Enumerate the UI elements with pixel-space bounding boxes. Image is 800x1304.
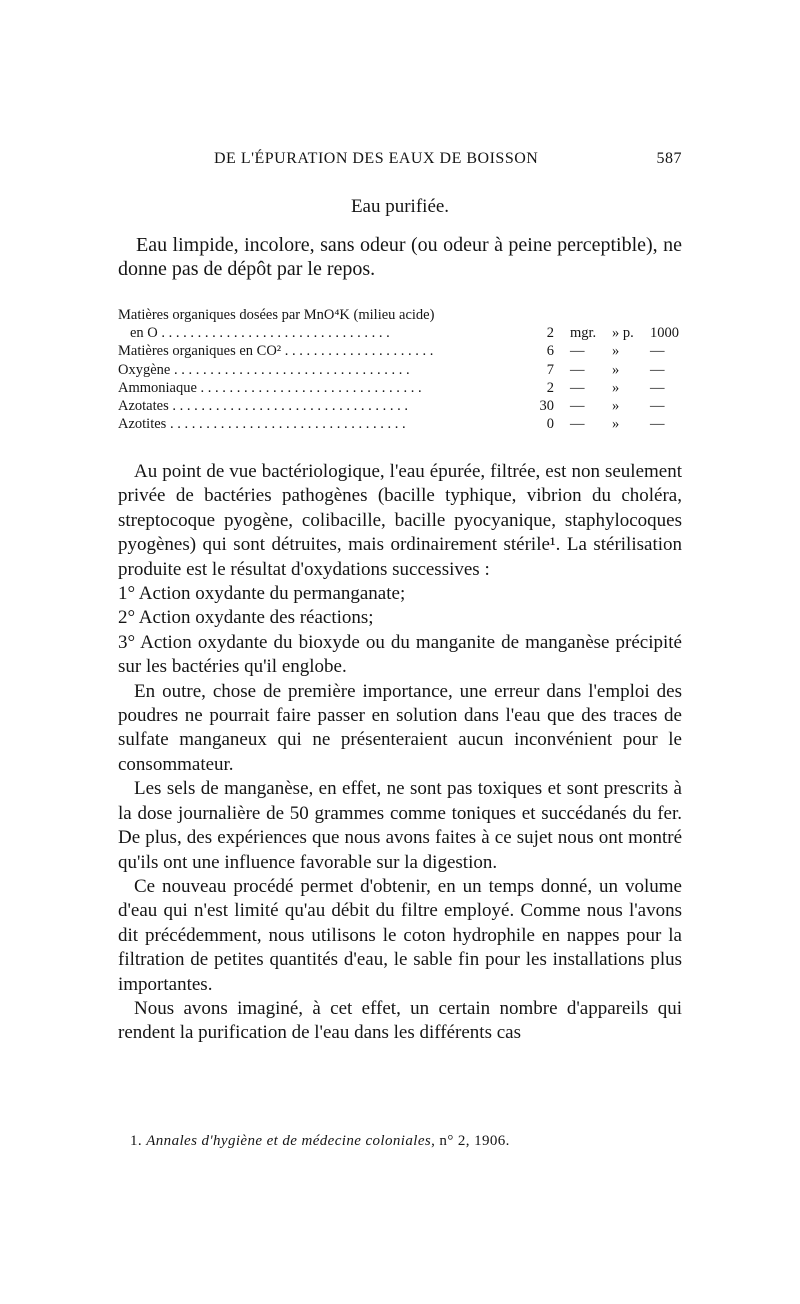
row-per: » xyxy=(612,416,620,433)
row-per: » xyxy=(612,343,620,360)
table-row xyxy=(118,415,688,433)
running-title: DE L'ÉPURATION DES EAUX DE BOISSON xyxy=(214,150,539,167)
row-per: » xyxy=(612,379,620,396)
row-label: Azotites . . . . . . . . . . . . . . . . . . . . . . . . . . . . . . . . . xyxy=(118,416,406,433)
intro-text: Eau limpide, incolore, sans odeur (ou odeur à peine perceptible), ne donne pas de dépôt par le repos. xyxy=(118,234,682,280)
row-unit: — xyxy=(570,361,585,378)
paragraph-new-process: Ce nouveau procédé permet d'obtenir, en un temps donné, un volume d'eau qui n'est limité qu'au débit du filtre employé. Comme nous l'avons dit précédemment, nous utilisons le coton hydrophile en nappes pour la filtration de petites quantités d'eau, le sable fin pour les installations plus importantes. xyxy=(118,875,682,995)
row-value: 0 xyxy=(546,416,554,433)
table-row xyxy=(118,361,688,379)
row-unit: — xyxy=(570,379,585,396)
row-ref: — xyxy=(650,379,665,396)
footnote xyxy=(130,1133,690,1150)
table-row xyxy=(118,342,688,360)
paragraph-bacteriology: Au point de vue bactériologique, l'eau épurée, filtrée, est non seulement privée de bactéries pathogènes (bacille typhique, vibrion du choléra, streptocoque pyogène, colibacille, bacille pyocyanique, staphylocoques pyogènes) qui sont détruites, mais ordinairement stérile¹. La stérilisation produite est le résultat d'oxydations successives : xyxy=(118,461,682,580)
list-item: 2° Action oxydante des réactions; xyxy=(118,607,374,629)
section-title: Eau purifiée. xyxy=(350,196,450,217)
row-value: 7 xyxy=(546,361,554,378)
row-unit: — xyxy=(570,398,585,415)
intro-paragraph xyxy=(118,233,682,281)
table-row xyxy=(118,324,688,342)
row-ref: — xyxy=(650,343,665,360)
list-item: 3° Action oxydante du bioxyde ou du manganite de manganèse précipité sur les bactéries qu'il englobe. xyxy=(118,631,682,678)
row-ref: — xyxy=(650,416,665,433)
analysis-table xyxy=(118,306,688,434)
list-item: 1° Action oxydante du permanganate; xyxy=(118,583,406,605)
footnote-journal: Annales d'hygiène et de médecine coloniales xyxy=(146,1133,432,1149)
row-ref: — xyxy=(650,398,665,415)
row-unit: mgr. xyxy=(570,325,597,341)
page-number: 587 xyxy=(656,150,682,167)
row-value: 2 xyxy=(546,325,554,341)
row-ref: — xyxy=(650,361,665,378)
paragraph-sulfate: En outre, chose de première importance, une erreur dans l'emploi des poudres ne pourrait faire passer en solution dans l'eau que des traces de sulfate manganeux qui ne présenteraient aucun inconvénient pour le consommateur. xyxy=(118,680,682,775)
row-label: Ammoniaque . . . . . . . . . . . . . . . . . . . . . . . . . . . . . . . xyxy=(118,379,422,396)
row-per: » xyxy=(612,361,620,378)
body-text xyxy=(118,460,682,1046)
row-per: » p. xyxy=(612,325,634,341)
row-value: 2 xyxy=(546,379,554,396)
paragraph-apparatus: Nous avons imaginé, à cet effet, un certain nombre d'appareils qui rendent la purification de l'eau dans les différents cas xyxy=(118,997,682,1044)
row-unit: — xyxy=(570,416,585,433)
table-row xyxy=(118,379,688,397)
footnote-marker: 1. xyxy=(130,1133,143,1149)
paragraph-manganese-salts: Les sels de manganèse, en effet, ne sont pas toxiques et sont prescrits à la dose journalière de 50 grammes comme toniques et succédanés du fer. De plus, des expériences que nous avons faites à ce sujet nous ont montré qu'ils ont une influence favorable sur la digestion. xyxy=(118,778,682,873)
footnote-detail: , n° 2, 1906. xyxy=(431,1133,510,1149)
row-value: 30 xyxy=(539,398,554,415)
analysis-heading: Matières organiques dosées par MnO⁴K (milieu acide) xyxy=(118,307,435,323)
row-label: Azotates . . . . . . . . . . . . . . . . . . . . . . . . . . . . . . . . . xyxy=(118,398,408,415)
row-per: » xyxy=(612,398,620,415)
table-row xyxy=(118,397,688,415)
row-value: 6 xyxy=(546,343,554,360)
row-label: Matières organiques en CO² . . . . . . . . . . . . . . . . . . . . . xyxy=(118,343,434,360)
row-label: en O . . . . . . . . . . . . . . . . . . . . . . . . . . . . . . . . xyxy=(130,325,390,341)
row-unit: — xyxy=(570,343,585,360)
row-label: Oxygène . . . . . . . . . . . . . . . . . . . . . . . . . . . . . . . . . xyxy=(118,361,410,378)
row-ref: 1000 xyxy=(650,325,679,341)
